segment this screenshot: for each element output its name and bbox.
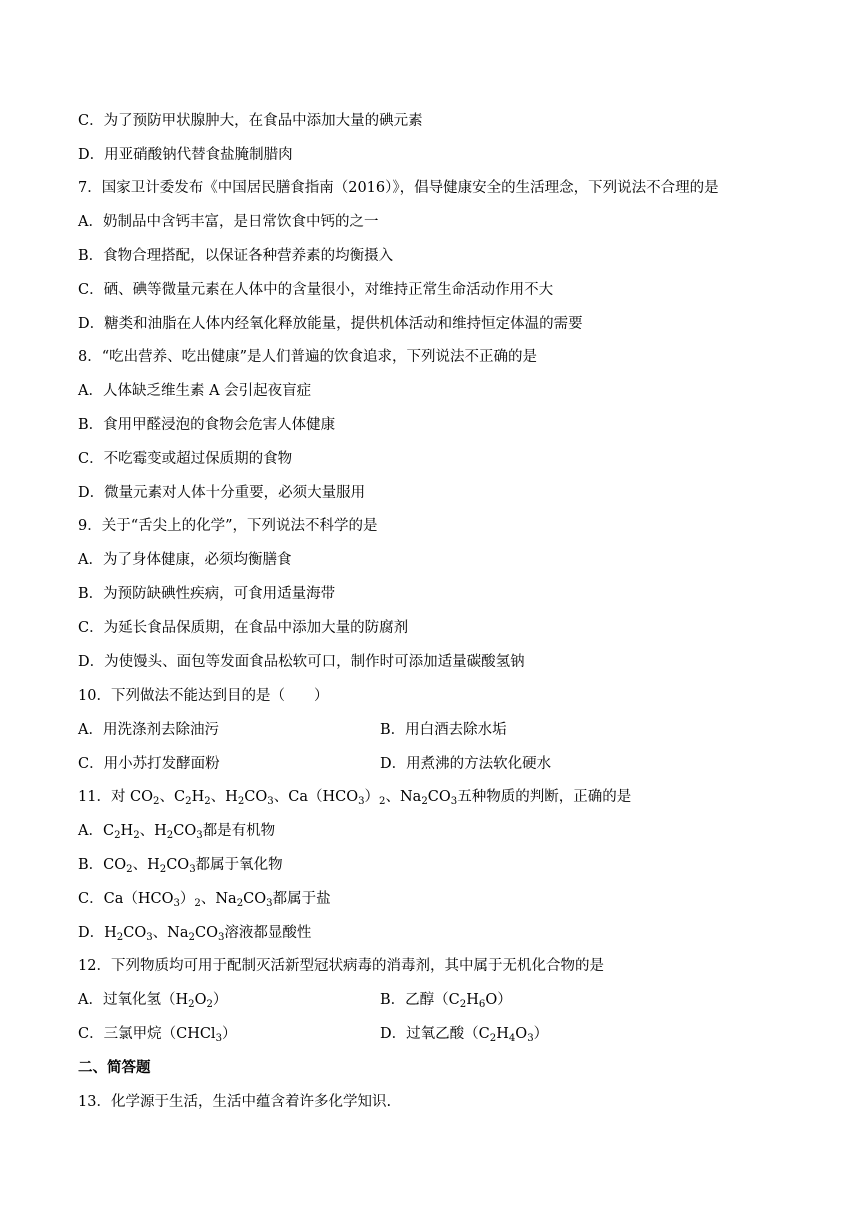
option-6c: C．为了预防甲状腺肿大，在食品中添加大量的碘元素 (78, 113, 423, 129)
section-heading: 二、简答题 (78, 1059, 151, 1076)
option-12c: C．三氯甲烷（CHCl$_3$） (78, 1026, 237, 1045)
question-10: 10．下列做法不能达到目的是（ ） (78, 688, 329, 704)
option-11d: D．$H_2CO_3$、$Na_2CO_3$溶液都显酸性 (78, 925, 312, 944)
option-7a: A．奶制品中含钙丰富，是日常饮食中钙的之一 (78, 214, 379, 230)
option-12d: D．过氧乙酸$(C_2H_4O_3)$ (380, 1026, 549, 1045)
option-8b: B．食用甲醛浸泡的食物会危害人体健康 (78, 417, 336, 433)
option-9d: D．为使馒头、面包等发面食品松软可口，制作时可添加适量碳酸氢钠 (78, 654, 525, 670)
option-7c: C．硒、碘等微量元素在人体中的含量很小，对维持正常生命活动作用不大 (78, 282, 554, 298)
question-11: 11．对 $CO_2$、$C_2H_2$、$H_2CO_3$、$Ca(HCO_3)_2$、$Na_2CO_3$五种物质的判断，正确的是 (78, 789, 632, 808)
option-9a: A．为了身体健康，必须均衡膳食 (78, 552, 292, 568)
option-7d: D．糖类和油脂在人体内经氧化释放能量，提供机体活动和维持恒定体温的需要 (78, 316, 583, 332)
option-9c: C．为延长食品保质期，在食品中添加大量的防腐剂 (78, 620, 409, 636)
question-9: 9．关于“舌尖上的化学”，下列说法不科学的是 (78, 518, 378, 534)
option-11b: B．$CO_2$、$H_2CO_3$都属于氧化物 (78, 857, 283, 876)
option-11a: A．$C_2H_2$、$H_2CO_3$都是有机物 (78, 823, 276, 842)
option-11c: C．$Ca(HCO_3)_2$、$Na_2CO_3$都属于盐 (78, 891, 331, 910)
question-7: 7．国家卫计委发布《中国居民膳食指南（2016）》，倡导健康安全的生活理念，下列说法不合理的是 (78, 180, 719, 196)
question-13: 13．化学源于生活，生活中蕴含着许多化学知识. (78, 1094, 392, 1110)
option-7b: B．食物合理搭配，以保证各种营养素的均衡摄入 (78, 248, 394, 264)
option-10a: A．用洗涤剂去除油污 (78, 722, 219, 738)
option-8a: A．人体缺乏维生素 A 会引起夜盲症 (78, 383, 312, 399)
option-12a: A．过氧化氢$(H_2O_2)$ (78, 992, 228, 1011)
question-12: 12．下列物质均可用于配制灭活新型冠状病毒的消毒剂，其中属于无机化合物的是 (78, 958, 604, 974)
option-10b: B．用白酒去除水垢 (380, 722, 507, 738)
option-8c: C．不吃霉变或超过保质期的食物 (78, 451, 293, 467)
option-8d: D．微量元素对人体十分重要，必须大量服用 (78, 485, 366, 501)
option-10d: D．用煮沸的方法软化硬水 (380, 756, 552, 772)
option-6d: D．用亚硝酸钠代替食盐腌制腊肉 (78, 147, 293, 163)
question-8: 8．“吃出营养、吃出健康”是人们普遍的饮食追求，下列说法不正确的是 (78, 349, 538, 365)
option-12b: B．乙醇$(C_2H_6O)$ (380, 992, 512, 1011)
option-10c: C．用小苏打发酵面粉 (78, 756, 220, 772)
option-9b: B．为预防缺碘性疾病，可食用适量海带 (78, 586, 336, 602)
